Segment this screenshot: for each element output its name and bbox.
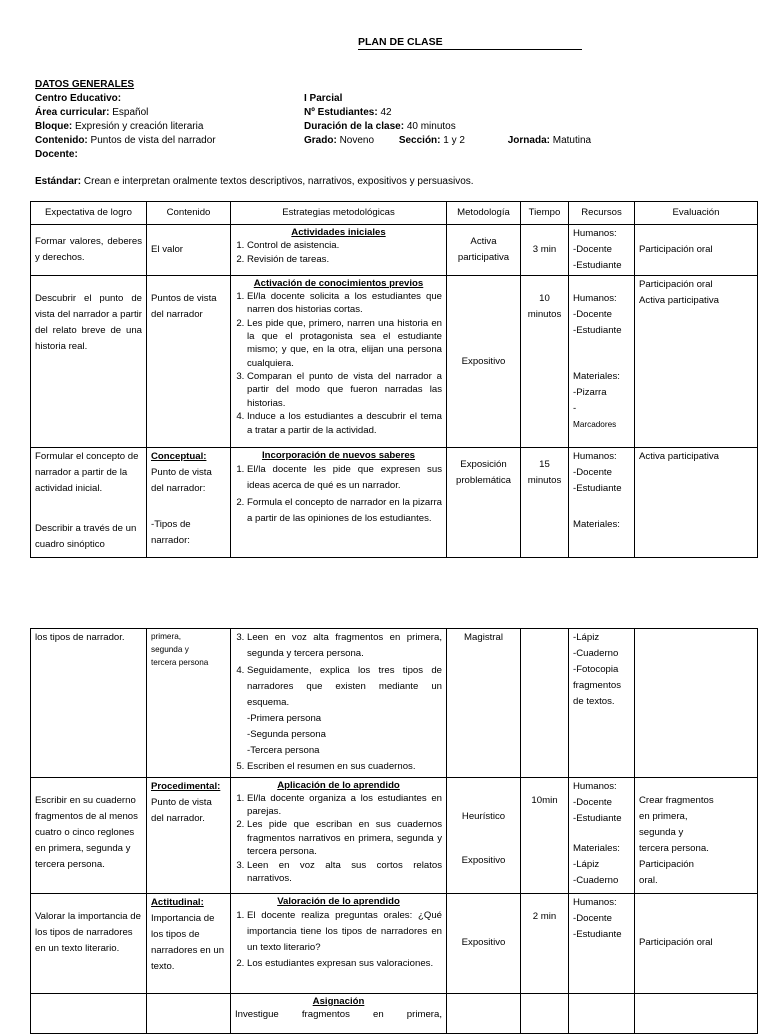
expectativa-cell xyxy=(31,448,147,558)
contenido-line: tercera persona xyxy=(151,658,209,667)
sublist-item: -Segunda persona xyxy=(247,728,326,740)
grado-field: Grado: Noveno xyxy=(304,135,375,146)
expectativa-cell: Descubrir el punto de vista del narrador a partir del relato breve de una historia real. xyxy=(31,276,147,448)
header-contenido: Contenido xyxy=(147,202,231,225)
general-data-left xyxy=(35,78,216,162)
estrategias-cell xyxy=(231,276,447,448)
recurso-line: -Estudiante xyxy=(573,812,622,824)
evaluacion-cell xyxy=(635,993,758,1033)
contenido-cell xyxy=(147,893,231,993)
contenido-field: Contenido: Puntos de vista del narrador xyxy=(35,135,216,146)
table-row xyxy=(31,629,758,778)
sublist-item: -Primera persona xyxy=(247,712,322,724)
list-item: 2. Formula el concepto de narrador en la pizarra a partir de las opiniones de los estudiantes. xyxy=(247,495,442,527)
recurso-line: -Docente xyxy=(573,796,612,808)
section-heading: Aplicación de lo aprendido xyxy=(277,779,400,791)
header-estrategias: Estrategias metodológicas xyxy=(231,202,447,225)
table-header-row xyxy=(31,202,758,225)
contenido-line: segunda y xyxy=(151,645,189,654)
area-curricular-field: Área curricular: Español xyxy=(35,107,149,118)
list-item: 3. Leen en voz alta sus cortos relatos narrativos. xyxy=(247,859,442,885)
recursos-cell xyxy=(569,629,635,778)
metodologia-cell xyxy=(447,993,521,1033)
recursos-cell xyxy=(569,448,635,558)
contenido-text: Punto de vista del narrador. xyxy=(151,796,212,824)
list-item: 2. Los estudiantes expresan sus valoraciones. xyxy=(247,956,442,972)
recurso-line: -Lápiz xyxy=(573,632,600,643)
list-item: 4. Seguidamente, explica los tres tipos de narradores que existen mediante un esquema. -Primera persona -Segunda persona -Tercera persona xyxy=(247,663,442,759)
lesson-plan-table-page-2 xyxy=(30,628,758,1034)
evaluacion-line: tercera persona. xyxy=(639,842,709,854)
parcial-field: I Parcial xyxy=(304,93,343,104)
table-row xyxy=(31,777,758,893)
recurso-line: Marcadores xyxy=(573,420,617,429)
evaluacion-line: Participación oral xyxy=(639,279,713,290)
contenido-heading: Conceptual: xyxy=(151,451,207,462)
header-recursos: Recursos xyxy=(569,202,635,225)
metodologia-cell: Magistral xyxy=(447,629,521,778)
evaluacion-cell xyxy=(635,629,758,778)
section-heading: Valoración de lo aprendido xyxy=(277,895,400,907)
table-row xyxy=(31,276,758,448)
sublist-item: -Tercera persona xyxy=(247,744,320,756)
list-item: 2. Les pide que, primero, narren una historia en la que el protagonista sea el estudiante mismo; y que, en la otra, elijan una persona cualquiera. xyxy=(247,317,442,370)
metodologia-cell xyxy=(447,777,521,893)
estandar-line xyxy=(35,176,474,187)
section-heading: Activación de conocimientos previos xyxy=(253,278,424,289)
tiempo-cell xyxy=(521,629,569,778)
recurso-line: Humanos: xyxy=(573,896,617,908)
recurso-line: -Cuaderno xyxy=(573,648,619,659)
recurso-line: -Estudiante xyxy=(573,928,622,940)
recurso-line: Materiales: xyxy=(573,842,620,854)
recursos-cell xyxy=(569,893,635,993)
expectativa-cell: Valorar la importancia de los tipos de narradores en un texto literario. xyxy=(31,893,147,993)
recurso-line: -Estudiante xyxy=(573,260,622,271)
general-data-right xyxy=(304,92,591,148)
recurso-line: -Pizarra xyxy=(573,387,607,398)
grado-seccion-jornada xyxy=(304,134,591,148)
contenido-text: Punto de vista del narrador: xyxy=(151,467,212,494)
recurso-line: -Estudiante xyxy=(573,325,622,336)
expectativa-text: Formular el concepto de narrador a partir de la actividad inicial. xyxy=(35,451,139,494)
steps-list xyxy=(235,630,442,775)
recurso-line: fragmentos xyxy=(573,680,621,691)
contenido-cell: El valor xyxy=(147,225,231,276)
estrategias-cell xyxy=(231,448,447,558)
recurso-line: - xyxy=(573,403,577,414)
steps-list xyxy=(235,239,442,266)
header-evaluacion: Evaluación xyxy=(635,202,758,225)
contenido-cell xyxy=(147,777,231,893)
recurso-line: -Docente xyxy=(573,467,612,478)
estrategias-cell xyxy=(231,893,447,993)
expectativa-cell xyxy=(31,993,147,1033)
tiempo-cell: 10 minutos xyxy=(521,276,569,448)
list-item: 3. Leen en voz alta fragmentos en primera, segunda y tercera persona. xyxy=(247,630,442,662)
recurso-line: -Docente xyxy=(573,244,612,255)
estrategias-cell xyxy=(231,629,447,778)
tiempo-cell: 2 min xyxy=(521,893,569,993)
list-item: 1. El docente realiza preguntas orales: ¿Qué importancia tiene los tipos de narradores en un texto literario? xyxy=(247,908,442,956)
recurso-line: Humanos: xyxy=(573,228,617,239)
evaluacion-cell xyxy=(635,777,758,893)
recurso-line: -Docente xyxy=(573,912,612,924)
metodologia-cell: Exposición problemática xyxy=(447,448,521,558)
list-item: 4. Induce a los estudiantes a descubrir el tema a tratar a partir de la actividad. xyxy=(247,410,442,436)
steps-list xyxy=(235,462,442,527)
page-title: PLAN DE CLASE xyxy=(358,36,582,50)
evaluacion-line: Participación xyxy=(639,858,694,870)
recurso-line: Materiales: xyxy=(573,371,620,382)
list-item: 2. Revisión de tareas. xyxy=(247,253,442,266)
evaluacion-line: Activa participativa xyxy=(639,295,719,306)
contenido-text: Importancia de los tipos de narradores en un texto. xyxy=(151,912,225,972)
estandar-value: Crean e interpretan oralmente textos descriptivos, narrativos, expositivos y persuasivos. xyxy=(83,176,474,187)
list-item: 1. Control de asistencia. xyxy=(247,239,442,252)
list-item: 1. El/la docente solicita a los estudiantes que narren dos historias cortas. xyxy=(247,290,442,316)
duracion-field: Duración de la clase: 40 minutos xyxy=(304,121,456,132)
tiempo-cell: 15 minutos xyxy=(521,448,569,558)
steps-list xyxy=(235,792,442,885)
contenido-heading: Actitudinal: xyxy=(151,896,204,908)
docente-field: Docente: xyxy=(35,149,78,160)
header-metodologia: Metodología xyxy=(447,202,521,225)
bloque-field: Bloque: Expresión y creación literaria xyxy=(35,121,204,132)
centro-educativo-field: Centro Educativo: xyxy=(35,93,122,104)
steps-list xyxy=(235,908,442,973)
metodologia-cell: Activa participativa xyxy=(447,225,521,276)
table-row xyxy=(31,448,758,558)
recursos-cell xyxy=(569,993,635,1033)
recurso-line: -Lápiz xyxy=(573,858,600,870)
recurso-line: -Docente xyxy=(573,309,612,320)
estrategias-cell xyxy=(231,225,447,276)
recursos-cell xyxy=(569,777,635,893)
contenido-heading: Procedimental: xyxy=(151,780,221,792)
tiempo-cell: 10min xyxy=(521,777,569,893)
list-item: 5. Escriben el resumen en sus cuadernos. xyxy=(247,759,442,775)
estandar-label: Estándar: xyxy=(35,176,82,187)
estrategias-cell xyxy=(231,993,447,1033)
recurso-line: Humanos: xyxy=(573,780,617,792)
table-row xyxy=(31,225,758,276)
recurso-line: Humanos: xyxy=(573,293,617,304)
estrategias-cell xyxy=(231,777,447,893)
metodologia-text: Heurístico xyxy=(461,810,506,822)
metodologia-text: Expositivo xyxy=(461,854,506,866)
section-heading: Incorporación de nuevos saberes xyxy=(261,450,416,461)
header-expectativa: Expectativa de logro xyxy=(31,202,147,225)
tiempo-cell xyxy=(521,993,569,1033)
steps-list xyxy=(235,290,442,437)
list-item: 1. El/la docente organiza a los estudiantes en parejas. xyxy=(247,792,442,818)
recurso-line: -Fotocopia xyxy=(573,664,619,675)
metodologia-cell: Expositivo xyxy=(447,893,521,993)
jornada-field: Jornada: Matutina xyxy=(507,135,592,146)
evaluacion-cell: Participación oral xyxy=(635,893,758,993)
recurso-line: Materiales: xyxy=(573,519,620,530)
contenido-text: -Tipos de narrador: xyxy=(151,519,191,546)
seccion-field: Sección: 1 y 2 xyxy=(398,135,465,146)
asignacion-text: Investigue fragmentos en primera, xyxy=(235,1008,442,1020)
recurso-line: de textos. xyxy=(573,696,615,707)
contenido-cell: Puntos de vista del narrador xyxy=(147,276,231,448)
evaluacion-cell xyxy=(635,276,758,448)
tiempo-cell: 3 min xyxy=(521,225,569,276)
contenido-line: primera, xyxy=(151,632,182,641)
general-data-heading: DATOS GENERALES xyxy=(35,79,135,90)
recursos-cell xyxy=(569,225,635,276)
evaluacion-line: oral. xyxy=(639,874,658,886)
evaluacion-line: Crear fragmentos xyxy=(639,794,714,806)
list-item: 2. Les pide que escriban en sus cuadernos fragmentos narrativos en primera, segunda y tercera persona. xyxy=(247,818,442,858)
evaluacion-line: en primera, xyxy=(639,810,688,822)
header-tiempo: Tiempo xyxy=(521,202,569,225)
expectativa-text: Describir a través de un cuadro sinóptico xyxy=(35,523,137,550)
lesson-plan-table-page-1 xyxy=(30,201,758,558)
expectativa-cell: Formar valores, deberes y derechos. xyxy=(31,225,147,276)
recursos-cell xyxy=(569,276,635,448)
metodologia-cell: Expositivo xyxy=(447,276,521,448)
expectativa-cell: Escribir en su cuaderno fragmentos de al menos cuatro o cinco reglones en primera, segunda y tercera persona. xyxy=(31,777,147,893)
contenido-cell xyxy=(147,629,231,778)
expectativa-cell: los tipos de narrador. xyxy=(31,629,147,778)
table-row xyxy=(31,993,758,1033)
table-row xyxy=(31,893,758,993)
evaluacion-cell: Participación oral xyxy=(635,225,758,276)
list-item: 1. El/la docente les pide que expresen sus ideas acerca de qué es un narrador. xyxy=(247,462,442,494)
recurso-line: -Estudiante xyxy=(573,483,622,494)
recurso-line: Humanos: xyxy=(573,451,617,462)
section-heading: Asignación xyxy=(312,995,365,1007)
list-item: 3. Comparan el punto de vista del narrador a partir del modo que fueron narradas las historias. xyxy=(247,370,442,410)
contenido-cell xyxy=(147,993,231,1033)
estudiantes-field: Nº Estudiantes: 42 xyxy=(304,107,392,118)
recurso-line: -Cuaderno xyxy=(573,874,619,886)
evaluacion-cell: Activa participativa xyxy=(635,448,758,558)
evaluacion-line: segunda y xyxy=(639,826,684,838)
contenido-cell xyxy=(147,448,231,558)
section-heading: Actividades iniciales xyxy=(291,227,386,238)
